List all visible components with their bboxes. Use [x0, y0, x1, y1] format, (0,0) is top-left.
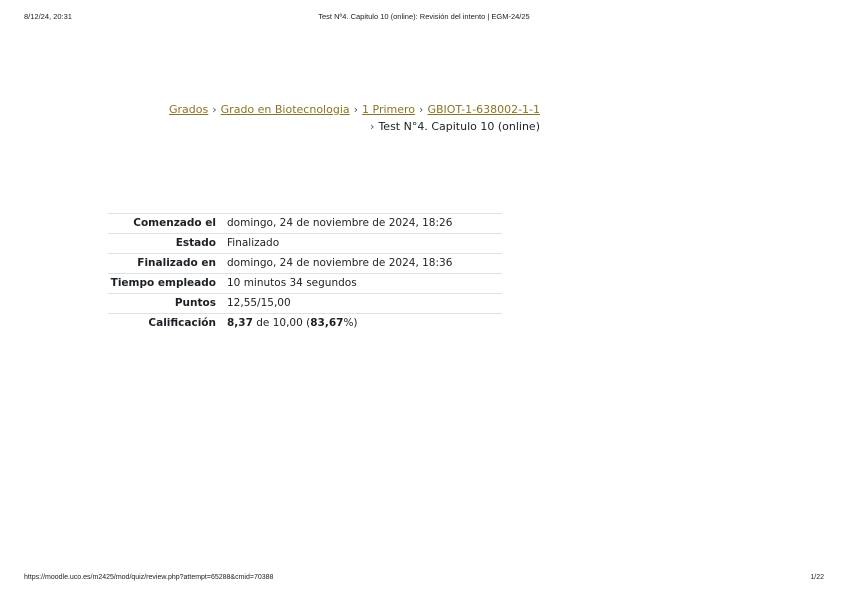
breadcrumb-separator-icon: ›	[212, 103, 217, 116]
table-row	[108, 274, 502, 294]
row-label-finished: Finalizado en	[137, 257, 216, 269]
row-label-started: Comenzado el	[133, 217, 216, 229]
breadcrumb-item-grados[interactable]: Grados	[169, 103, 209, 116]
breadcrumb-separator-icon: ›	[370, 120, 375, 133]
row-label-state: Estado	[175, 237, 216, 249]
row-value-time-taken: 10 minutos 34 segundos	[227, 277, 357, 289]
grade-percent-suffix: %)	[343, 317, 358, 329]
print-header	[0, 12, 848, 26]
breadcrumb-separator-icon: ›	[353, 103, 359, 116]
table-row	[108, 314, 502, 334]
table-row	[108, 234, 502, 254]
print-url: https://moodle.uco.es/m2425/mod/quiz/review.php?attempt=65288&cmid=70388	[24, 574, 274, 581]
attempt-summary-table	[108, 213, 502, 333]
print-page-number: 1/22	[810, 574, 824, 581]
breadcrumb-item-course[interactable]: GBIOT-1-638002-1-1	[427, 103, 540, 116]
grade-value: 8,37	[227, 317, 253, 329]
print-doc-title: Test Nº4. Capitulo 10 (online): Revisión del intento | EGM-24/25	[318, 12, 530, 21]
row-value-state: Finalizado	[227, 237, 280, 249]
print-footer	[0, 574, 848, 588]
table-row	[108, 294, 502, 314]
breadcrumb-separator-icon: ›	[419, 103, 424, 116]
row-label-time-taken: Tiempo empleado	[110, 277, 216, 289]
breadcrumb-item-primero[interactable]: 1 Primero	[362, 103, 416, 116]
grade-percent: 83,67	[310, 317, 344, 329]
print-date: 8/12/24, 20:31	[24, 12, 72, 21]
row-value-finished: domingo, 24 de noviembre de 2024, 18:36	[227, 257, 453, 269]
table-row	[108, 254, 502, 274]
row-value-started: domingo, 24 de noviembre de 2024, 18:26	[227, 217, 453, 229]
row-label-grade: Calificación	[148, 317, 216, 329]
row-value-grade	[226, 314, 502, 334]
table-row	[108, 214, 502, 234]
breadcrumb-item-grado[interactable]: Grado en Biotecnologia	[220, 103, 350, 116]
grade-mid-text: de 10,00 (	[252, 317, 311, 329]
row-label-marks: Puntos	[174, 297, 216, 309]
breadcrumb	[120, 101, 540, 135]
breadcrumb-item-current: Test N°4. Capitulo 10 (online)	[378, 120, 540, 133]
row-value-marks: 12,55/15,00	[227, 297, 291, 309]
